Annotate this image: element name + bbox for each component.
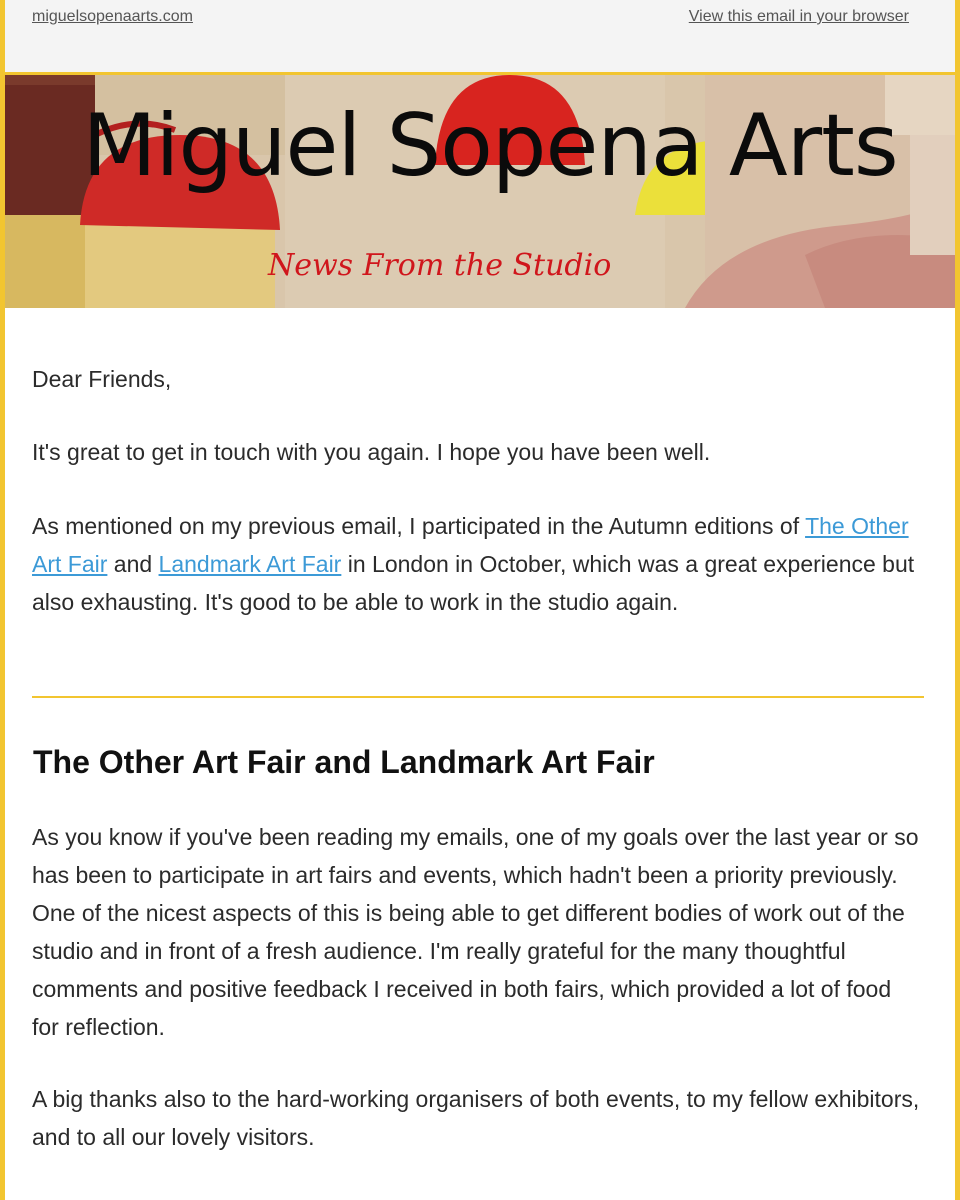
banner-subtitle: News From the Studio: [268, 248, 612, 283]
greeting: Dear Friends,: [32, 366, 172, 392]
section-paragraph-2: A big thanks also to the hard-working organisers of both events, to my fellow exhibitors, and to all our lovely visitors.: [32, 1086, 920, 1150]
section-title: The Other Art Fair and Landmark Art Fair: [33, 744, 655, 780]
intro-paragraph: It's great to get in touch with you again. I hope you have been well.: [32, 439, 711, 465]
section-paragraph-1: As you know if you've been reading my emails, one of my goals over the last year or so has been to participate in art fairs and events, which hadn't been a priority previously. One of the nicest aspects of this is being able to get different bodies of work out of the studio and in front of a fresh audience. I'm really grateful for the many thoughtful comments and positive feedback I received in both fairs, which provided a lot of food for reflection.: [32, 824, 919, 1040]
section-body: [32, 818, 924, 1156]
fairs-paragraph: [32, 507, 924, 621]
section-divider: [32, 696, 924, 698]
banner-title: Miguel Sopena Arts: [82, 96, 898, 196]
site-link[interactable]: miguelsopenaarts.com: [32, 8, 193, 25]
fairs-text-after: in London in October, which was a great experience but also exhausting. It's good to be able to work in the studio again.: [32, 551, 915, 615]
fairs-text-before: As mentioned on my previous email, I participated in the Autumn editions of: [32, 513, 806, 539]
fairs-text-between: and: [107, 551, 159, 577]
view-in-browser-link[interactable]: View this email in your browser: [688, 8, 909, 25]
landmark-art-fair-link[interactable]: Landmark Art Fair: [158, 551, 342, 577]
email-preheader: [5, 0, 955, 75]
other-art-fair-link[interactable]: The Other Art Fair: [32, 513, 909, 577]
